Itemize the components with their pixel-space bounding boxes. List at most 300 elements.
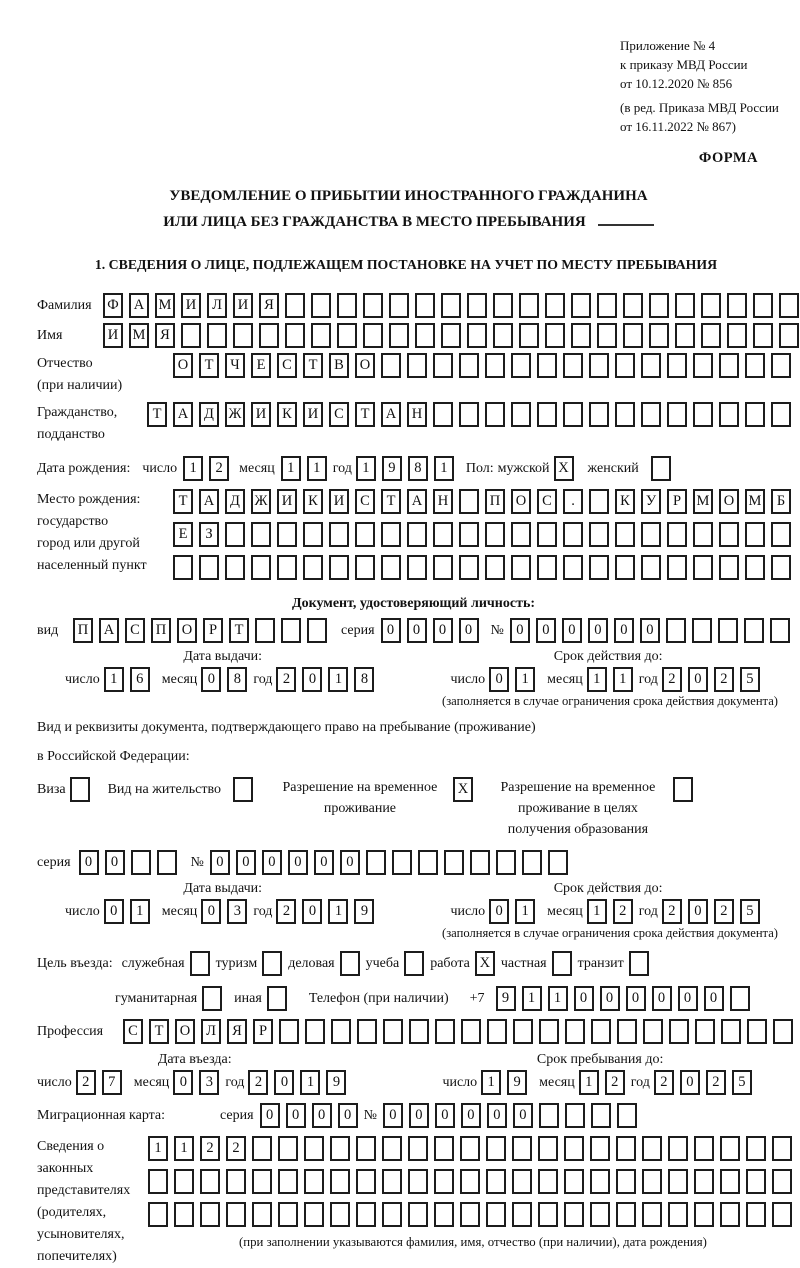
surname-char-cell[interactable]: [727, 293, 747, 318]
issue-day-cell[interactable]: 1: [104, 667, 124, 692]
birthplace-char-cell[interactable]: У: [641, 489, 661, 514]
citizenship-char-cell[interactable]: И: [251, 402, 271, 427]
birthplace-char-cell[interactable]: [485, 522, 505, 547]
stay-year-cell[interactable]: 0: [680, 1070, 700, 1095]
stay-month-cell[interactable]: 1: [579, 1070, 599, 1095]
patronymic-char-cell[interactable]: [381, 353, 401, 378]
phone-digit-cell[interactable]: 0: [626, 986, 646, 1011]
birthplace-char-cell[interactable]: [771, 555, 791, 580]
guardians-char-cell[interactable]: [148, 1169, 168, 1194]
birthplace-char-cell[interactable]: [355, 522, 375, 547]
surname-char-cell[interactable]: [363, 293, 383, 318]
guardians-char-cell[interactable]: [512, 1202, 532, 1227]
birth-month-cell[interactable]: 1: [307, 456, 327, 481]
guardians-char-cell[interactable]: [330, 1169, 350, 1194]
guardians-char-cell[interactable]: [408, 1169, 428, 1194]
rightdoc-series-cell[interactable]: 0: [105, 850, 125, 875]
surname-char-cell[interactable]: [467, 293, 487, 318]
birthplace-char-cell[interactable]: .: [563, 489, 583, 514]
profession-char-cell[interactable]: [565, 1019, 585, 1044]
patronymic-char-cell[interactable]: [771, 353, 791, 378]
guardians-char-cell[interactable]: [226, 1169, 246, 1194]
profession-char-cell[interactable]: Я: [227, 1019, 247, 1044]
guardians-char-cell[interactable]: [746, 1202, 766, 1227]
citizenship-char-cell[interactable]: Т: [355, 402, 375, 427]
firstname-char-cell[interactable]: [493, 323, 513, 348]
guardians-char-cell[interactable]: [174, 1202, 194, 1227]
birthplace-char-cell[interactable]: [277, 522, 297, 547]
expiry-year-cell[interactable]: 2: [714, 667, 734, 692]
guardians-char-cell[interactable]: [746, 1169, 766, 1194]
guardians-char-cell[interactable]: [694, 1169, 714, 1194]
citizenship-char-cell[interactable]: [511, 402, 531, 427]
purpose-other-checkbox[interactable]: [267, 986, 287, 1011]
firstname-char-cell[interactable]: [727, 323, 747, 348]
guardians-char-cell[interactable]: [356, 1169, 376, 1194]
entry-month-cell[interactable]: 3: [199, 1070, 219, 1095]
profession-char-cell[interactable]: О: [175, 1019, 195, 1044]
guardians-char-cell[interactable]: [642, 1202, 662, 1227]
firstname-char-cell[interactable]: [259, 323, 279, 348]
guardians-char-cell[interactable]: [226, 1202, 246, 1227]
patronymic-char-cell[interactable]: [615, 353, 635, 378]
doc-series-cell[interactable]: 0: [459, 618, 479, 643]
guardians-char-cell[interactable]: [720, 1169, 740, 1194]
guardians-char-cell[interactable]: 2: [226, 1136, 246, 1161]
issue-year-cell[interactable]: 1: [328, 667, 348, 692]
profession-char-cell[interactable]: [747, 1019, 767, 1044]
birthplace-char-cell[interactable]: [459, 522, 479, 547]
firstname-char-cell[interactable]: Я: [155, 323, 175, 348]
firstname-char-cell[interactable]: М: [129, 323, 149, 348]
birthplace-char-cell[interactable]: [303, 522, 323, 547]
birthplace-char-cell[interactable]: М: [745, 489, 765, 514]
guardians-char-cell[interactable]: [616, 1136, 636, 1161]
birthplace-char-cell[interactable]: [745, 522, 765, 547]
firstname-char-cell[interactable]: [623, 323, 643, 348]
profession-char-cell[interactable]: [279, 1019, 299, 1044]
doc-series-cell[interactable]: 0: [433, 618, 453, 643]
profession-char-cell[interactable]: [643, 1019, 663, 1044]
guardians-char-cell[interactable]: [642, 1136, 662, 1161]
rightdoc-number-cell[interactable]: 0: [314, 850, 334, 875]
surname-char-cell[interactable]: Ф: [103, 293, 123, 318]
rightdoc-issue-month-cell[interactable]: 3: [227, 899, 247, 924]
issue-year-cell[interactable]: 2: [276, 667, 296, 692]
birthplace-char-cell[interactable]: [615, 522, 635, 547]
patronymic-char-cell[interactable]: [485, 353, 505, 378]
patronymic-char-cell[interactable]: [719, 353, 739, 378]
birthplace-char-cell[interactable]: М: [693, 489, 713, 514]
profession-char-cell[interactable]: Т: [149, 1019, 169, 1044]
guardians-char-cell[interactable]: [486, 1202, 506, 1227]
citizenship-char-cell[interactable]: С: [329, 402, 349, 427]
citizenship-char-cell[interactable]: [719, 402, 739, 427]
surname-char-cell[interactable]: [675, 293, 695, 318]
birthplace-char-cell[interactable]: [277, 555, 297, 580]
birthplace-char-cell[interactable]: [355, 555, 375, 580]
rightdoc-issue-month-cell[interactable]: 0: [201, 899, 221, 924]
birthplace-char-cell[interactable]: И: [277, 489, 297, 514]
issue-month-cell[interactable]: 8: [227, 667, 247, 692]
birthplace-char-cell[interactable]: [667, 555, 687, 580]
firstname-char-cell[interactable]: [753, 323, 773, 348]
stay-year-cell[interactable]: 2: [706, 1070, 726, 1095]
profession-char-cell[interactable]: [487, 1019, 507, 1044]
surname-char-cell[interactable]: И: [233, 293, 253, 318]
guardians-char-cell[interactable]: [590, 1136, 610, 1161]
migcard-number-cell[interactable]: [617, 1103, 637, 1128]
patronymic-char-cell[interactable]: Т: [199, 353, 219, 378]
patronymic-char-cell[interactable]: [407, 353, 427, 378]
guardians-char-cell[interactable]: [304, 1202, 324, 1227]
migcard-number-cell[interactable]: 0: [513, 1103, 533, 1128]
birthplace-char-cell[interactable]: З: [199, 522, 219, 547]
guardians-char-cell[interactable]: [772, 1169, 792, 1194]
guardians-char-cell[interactable]: 2: [200, 1136, 220, 1161]
purpose-official-checkbox[interactable]: [190, 951, 210, 976]
doc-number-cell[interactable]: 0: [562, 618, 582, 643]
guardians-char-cell[interactable]: [304, 1169, 324, 1194]
patronymic-char-cell[interactable]: О: [355, 353, 375, 378]
guardians-char-cell[interactable]: [174, 1169, 194, 1194]
surname-char-cell[interactable]: И: [181, 293, 201, 318]
guardians-char-cell[interactable]: [720, 1136, 740, 1161]
birthplace-char-cell[interactable]: [303, 555, 323, 580]
surname-char-cell[interactable]: [285, 293, 305, 318]
citizenship-char-cell[interactable]: Ж: [225, 402, 245, 427]
doc-kind-char-cell[interactable]: С: [125, 618, 145, 643]
guardians-char-cell[interactable]: [772, 1202, 792, 1227]
profession-char-cell[interactable]: [305, 1019, 325, 1044]
profession-char-cell[interactable]: Р: [253, 1019, 273, 1044]
birthplace-char-cell[interactable]: [251, 522, 271, 547]
rightdoc-number-cell[interactable]: [470, 850, 490, 875]
rightdoc-expiry-year-cell[interactable]: 0: [688, 899, 708, 924]
guardians-char-cell[interactable]: [382, 1136, 402, 1161]
rightdoc-expiry-year-cell[interactable]: 2: [662, 899, 682, 924]
entry-day-cell[interactable]: 7: [102, 1070, 122, 1095]
birthplace-char-cell[interactable]: [589, 489, 609, 514]
citizenship-char-cell[interactable]: Д: [199, 402, 219, 427]
rightdoc-number-cell[interactable]: [392, 850, 412, 875]
guardians-char-cell[interactable]: [252, 1202, 272, 1227]
citizenship-char-cell[interactable]: И: [303, 402, 323, 427]
doc-number-cell[interactable]: 0: [510, 618, 530, 643]
guardians-char-cell[interactable]: [512, 1136, 532, 1161]
rightdoc-series-cell[interactable]: 0: [79, 850, 99, 875]
patronymic-char-cell[interactable]: [589, 353, 609, 378]
rightdoc-issue-year-cell[interactable]: 9: [354, 899, 374, 924]
guardians-char-cell[interactable]: [278, 1136, 298, 1161]
birthplace-char-cell[interactable]: [381, 555, 401, 580]
doc-kind-char-cell[interactable]: О: [177, 618, 197, 643]
surname-char-cell[interactable]: [389, 293, 409, 318]
migcard-number-cell[interactable]: 0: [461, 1103, 481, 1128]
birthplace-char-cell[interactable]: [407, 522, 427, 547]
doc-series-cell[interactable]: 0: [407, 618, 427, 643]
patronymic-char-cell[interactable]: С: [277, 353, 297, 378]
phone-digit-cell[interactable]: 1: [522, 986, 542, 1011]
migcard-number-cell[interactable]: 0: [409, 1103, 429, 1128]
birth-year-cell[interactable]: 1: [434, 456, 454, 481]
guardians-char-cell[interactable]: [434, 1202, 454, 1227]
guardians-char-cell[interactable]: [252, 1169, 272, 1194]
patronymic-char-cell[interactable]: Т: [303, 353, 323, 378]
migcard-number-cell[interactable]: 0: [435, 1103, 455, 1128]
birthplace-char-cell[interactable]: [693, 555, 713, 580]
phone-digit-cell[interactable]: [730, 986, 750, 1011]
birth-year-cell[interactable]: 9: [382, 456, 402, 481]
guardians-char-cell[interactable]: [200, 1169, 220, 1194]
firstname-char-cell[interactable]: [285, 323, 305, 348]
guardians-char-cell[interactable]: [668, 1202, 688, 1227]
birthplace-char-cell[interactable]: [719, 522, 739, 547]
expiry-year-cell[interactable]: 0: [688, 667, 708, 692]
profession-char-cell[interactable]: С: [123, 1019, 143, 1044]
migcard-series-cell[interactable]: 0: [338, 1103, 358, 1128]
guardians-char-cell[interactable]: [278, 1169, 298, 1194]
purpose-tourism-checkbox[interactable]: [262, 951, 282, 976]
doc-kind-char-cell[interactable]: Т: [229, 618, 249, 643]
patronymic-char-cell[interactable]: [667, 353, 687, 378]
surname-char-cell[interactable]: [545, 293, 565, 318]
surname-char-cell[interactable]: М: [155, 293, 175, 318]
surname-char-cell[interactable]: [337, 293, 357, 318]
profession-char-cell[interactable]: [721, 1019, 741, 1044]
doc-kind-char-cell[interactable]: [281, 618, 301, 643]
birthplace-char-cell[interactable]: [225, 555, 245, 580]
patronymic-char-cell[interactable]: [459, 353, 479, 378]
rightdoc-issue-day-cell[interactable]: 1: [130, 899, 150, 924]
citizenship-char-cell[interactable]: [745, 402, 765, 427]
birth-day-cell[interactable]: 2: [209, 456, 229, 481]
phone-digit-cell[interactable]: 0: [652, 986, 672, 1011]
stay-day-cell[interactable]: 9: [507, 1070, 527, 1095]
migcard-number-cell[interactable]: [565, 1103, 585, 1128]
patronymic-char-cell[interactable]: [537, 353, 557, 378]
guardians-char-cell[interactable]: [616, 1169, 636, 1194]
guardians-char-cell[interactable]: [564, 1202, 584, 1227]
surname-char-cell[interactable]: [493, 293, 513, 318]
citizenship-char-cell[interactable]: [641, 402, 661, 427]
birthplace-char-cell[interactable]: [589, 522, 609, 547]
birthplace-char-cell[interactable]: Е: [173, 522, 193, 547]
birthplace-char-cell[interactable]: Ж: [251, 489, 271, 514]
guardians-char-cell[interactable]: [538, 1136, 558, 1161]
birthplace-char-cell[interactable]: [563, 555, 583, 580]
rightdoc-number-cell[interactable]: [418, 850, 438, 875]
rightdoc-number-cell[interactable]: 0: [288, 850, 308, 875]
guardians-char-cell[interactable]: 1: [148, 1136, 168, 1161]
firstname-char-cell[interactable]: [415, 323, 435, 348]
patronymic-char-cell[interactable]: О: [173, 353, 193, 378]
firstname-char-cell[interactable]: [675, 323, 695, 348]
birthplace-char-cell[interactable]: Б: [771, 489, 791, 514]
rightdoc-number-cell[interactable]: [522, 850, 542, 875]
citizenship-char-cell[interactable]: А: [381, 402, 401, 427]
guardians-char-cell[interactable]: [330, 1202, 350, 1227]
guardians-char-cell[interactable]: [252, 1136, 272, 1161]
guardians-char-cell[interactable]: [356, 1202, 376, 1227]
expiry-month-cell[interactable]: 1: [587, 667, 607, 692]
purpose-business-checkbox[interactable]: [340, 951, 360, 976]
rightdoc-expiry-year-cell[interactable]: 2: [714, 899, 734, 924]
birthplace-char-cell[interactable]: А: [407, 489, 427, 514]
entry-month-cell[interactable]: 0: [173, 1070, 193, 1095]
doc-kind-char-cell[interactable]: [307, 618, 327, 643]
patronymic-char-cell[interactable]: Е: [251, 353, 271, 378]
rightdoc-expiry-year-cell[interactable]: 5: [740, 899, 760, 924]
migcard-series-cell[interactable]: 0: [286, 1103, 306, 1128]
purpose-work-checkbox[interactable]: X: [475, 951, 495, 976]
guardians-char-cell[interactable]: [564, 1169, 584, 1194]
guardians-char-cell[interactable]: [356, 1136, 376, 1161]
profession-char-cell[interactable]: [461, 1019, 481, 1044]
doc-number-cell[interactable]: [770, 618, 790, 643]
visa-checkbox[interactable]: [70, 777, 90, 802]
rightdoc-number-cell[interactable]: 0: [210, 850, 230, 875]
purpose-transit-checkbox[interactable]: [629, 951, 649, 976]
rightdoc-issue-year-cell[interactable]: 2: [276, 899, 296, 924]
rightdoc-number-cell[interactable]: 0: [262, 850, 282, 875]
firstname-char-cell[interactable]: [779, 323, 799, 348]
guardians-char-cell[interactable]: [330, 1136, 350, 1161]
profession-char-cell[interactable]: [409, 1019, 429, 1044]
temp-residence-checkbox[interactable]: X: [453, 777, 473, 802]
birthplace-char-cell[interactable]: [433, 522, 453, 547]
issue-year-cell[interactable]: 0: [302, 667, 322, 692]
birthplace-char-cell[interactable]: [667, 522, 687, 547]
birthplace-char-cell[interactable]: А: [199, 489, 219, 514]
stay-year-cell[interactable]: 2: [654, 1070, 674, 1095]
stay-day-cell[interactable]: 1: [481, 1070, 501, 1095]
guardians-char-cell[interactable]: [382, 1169, 402, 1194]
doc-kind-char-cell[interactable]: [255, 618, 275, 643]
birthplace-char-cell[interactable]: [381, 522, 401, 547]
birthplace-char-cell[interactable]: [537, 555, 557, 580]
guardians-char-cell[interactable]: 1: [174, 1136, 194, 1161]
rightdoc-number-cell[interactable]: 0: [340, 850, 360, 875]
surname-char-cell[interactable]: Л: [207, 293, 227, 318]
citizenship-char-cell[interactable]: [667, 402, 687, 427]
stay-year-cell[interactable]: 5: [732, 1070, 752, 1095]
guardians-char-cell[interactable]: [668, 1169, 688, 1194]
guardians-char-cell[interactable]: [278, 1202, 298, 1227]
rightdoc-issue-year-cell[interactable]: 0: [302, 899, 322, 924]
patronymic-char-cell[interactable]: [511, 353, 531, 378]
birthplace-char-cell[interactable]: [511, 555, 531, 580]
birthplace-char-cell[interactable]: [199, 555, 219, 580]
guardians-char-cell[interactable]: [668, 1136, 688, 1161]
surname-char-cell[interactable]: [519, 293, 539, 318]
guardians-char-cell[interactable]: [460, 1136, 480, 1161]
expiry-day-cell[interactable]: 0: [489, 667, 509, 692]
citizenship-char-cell[interactable]: [459, 402, 479, 427]
profession-char-cell[interactable]: [773, 1019, 793, 1044]
rightdoc-number-cell[interactable]: [444, 850, 464, 875]
rightdoc-series-cell[interactable]: [157, 850, 177, 875]
citizenship-char-cell[interactable]: К: [277, 402, 297, 427]
firstname-char-cell[interactable]: [649, 323, 669, 348]
doc-series-cell[interactable]: 0: [381, 618, 401, 643]
rightdoc-issue-year-cell[interactable]: 1: [328, 899, 348, 924]
female-checkbox[interactable]: [651, 456, 671, 481]
guardians-char-cell[interactable]: [148, 1202, 168, 1227]
guardians-char-cell[interactable]: [564, 1136, 584, 1161]
birth-year-cell[interactable]: 8: [408, 456, 428, 481]
firstname-char-cell[interactable]: [597, 323, 617, 348]
birthplace-char-cell[interactable]: И: [329, 489, 349, 514]
migcard-series-cell[interactable]: 0: [312, 1103, 332, 1128]
expiry-day-cell[interactable]: 1: [515, 667, 535, 692]
firstname-char-cell[interactable]: [545, 323, 565, 348]
doc-number-cell[interactable]: [718, 618, 738, 643]
surname-char-cell[interactable]: [311, 293, 331, 318]
doc-kind-char-cell[interactable]: А: [99, 618, 119, 643]
firstname-char-cell[interactable]: [701, 323, 721, 348]
guardians-char-cell[interactable]: [746, 1136, 766, 1161]
birthplace-char-cell[interactable]: [589, 555, 609, 580]
expiry-year-cell[interactable]: 2: [662, 667, 682, 692]
birth-year-cell[interactable]: 1: [356, 456, 376, 481]
issue-day-cell[interactable]: 6: [130, 667, 150, 692]
birthplace-char-cell[interactable]: [225, 522, 245, 547]
citizenship-char-cell[interactable]: [693, 402, 713, 427]
guardians-char-cell[interactable]: [304, 1136, 324, 1161]
citizenship-char-cell[interactable]: [615, 402, 635, 427]
birthplace-char-cell[interactable]: П: [485, 489, 505, 514]
patronymic-char-cell[interactable]: В: [329, 353, 349, 378]
citizenship-char-cell[interactable]: [589, 402, 609, 427]
birthplace-char-cell[interactable]: Т: [173, 489, 193, 514]
doc-number-cell[interactable]: [692, 618, 712, 643]
guardians-char-cell[interactable]: [642, 1169, 662, 1194]
birthplace-char-cell[interactable]: [641, 522, 661, 547]
birthplace-char-cell[interactable]: [771, 522, 791, 547]
guardians-char-cell[interactable]: [434, 1136, 454, 1161]
birthplace-char-cell[interactable]: [511, 522, 531, 547]
birthplace-char-cell[interactable]: [693, 522, 713, 547]
surname-char-cell[interactable]: [753, 293, 773, 318]
doc-kind-char-cell[interactable]: Р: [203, 618, 223, 643]
birth-day-cell[interactable]: 1: [183, 456, 203, 481]
guardians-char-cell[interactable]: [200, 1202, 220, 1227]
surname-char-cell[interactable]: Я: [259, 293, 279, 318]
birthplace-char-cell[interactable]: [251, 555, 271, 580]
birthplace-char-cell[interactable]: Д: [225, 489, 245, 514]
guardians-char-cell[interactable]: [512, 1169, 532, 1194]
rightdoc-number-cell[interactable]: [548, 850, 568, 875]
guardians-char-cell[interactable]: [408, 1136, 428, 1161]
birthplace-char-cell[interactable]: [329, 522, 349, 547]
birthplace-char-cell[interactable]: Р: [667, 489, 687, 514]
birthplace-char-cell[interactable]: [485, 555, 505, 580]
firstname-char-cell[interactable]: [337, 323, 357, 348]
birthplace-char-cell[interactable]: [433, 555, 453, 580]
birthplace-char-cell[interactable]: О: [511, 489, 531, 514]
rightdoc-expiry-month-cell[interactable]: 2: [613, 899, 633, 924]
birthplace-char-cell[interactable]: [459, 555, 479, 580]
firstname-char-cell[interactable]: [467, 323, 487, 348]
migcard-number-cell[interactable]: 0: [383, 1103, 403, 1128]
doc-number-cell[interactable]: 0: [614, 618, 634, 643]
citizenship-char-cell[interactable]: [563, 402, 583, 427]
migcard-number-cell[interactable]: 0: [487, 1103, 507, 1128]
guardians-char-cell[interactable]: [434, 1169, 454, 1194]
doc-number-cell[interactable]: 0: [536, 618, 556, 643]
birthplace-char-cell[interactable]: С: [355, 489, 375, 514]
